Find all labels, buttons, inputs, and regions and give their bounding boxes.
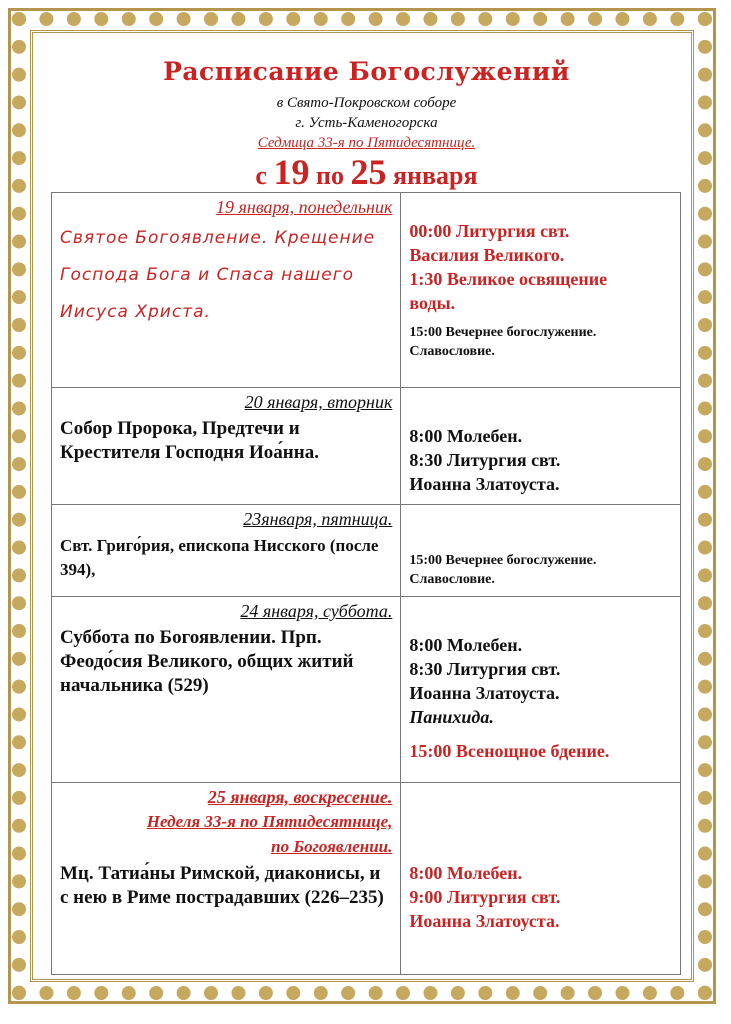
feast-name: Суббота по Богоявлении. Прп. Феодо́сия Великого, общих житий начальника (529) xyxy=(60,627,354,696)
city-name: г. Усть-Каменогорска xyxy=(295,115,438,131)
day-date: 24 января, суббота. xyxy=(240,601,393,621)
services-cell xyxy=(401,388,681,505)
day-cell xyxy=(52,597,401,783)
service-line: Иоанна Златоуста. xyxy=(409,911,560,931)
services-cell xyxy=(401,505,681,597)
service-line: Славословие. xyxy=(409,344,495,359)
service-line: Василия Великого. xyxy=(409,245,565,265)
service-line: 8:00 Молебен. xyxy=(409,426,523,446)
service-line: 15:00 Вечернее богослужение. xyxy=(409,553,597,568)
week-name: Седмица 33-я по Пятидесятнице. xyxy=(257,135,476,151)
day-subheading: Неделя 33-я по Пятидесятнице, xyxy=(146,812,393,831)
table-row xyxy=(52,388,681,505)
service-line: 8:00 Молебен. xyxy=(409,863,523,883)
service-line: 15:00 Вечернее богослужение. xyxy=(409,325,597,340)
table-row xyxy=(52,597,681,783)
date-prefix: с xyxy=(255,161,267,190)
day-cell xyxy=(52,193,401,388)
date-range xyxy=(45,151,688,193)
day-cell xyxy=(52,505,401,597)
feast-name: Свт. Григо́рия, епископа Нисского (после 394), xyxy=(60,536,379,579)
table-row xyxy=(52,193,681,388)
day-subheading: по Богоявлении. xyxy=(271,837,393,856)
feast-name: Собор Пророка, Предтечи и Крестителя Господня Иоа́нна. xyxy=(60,418,319,463)
table-row xyxy=(52,505,681,597)
services-cell xyxy=(401,783,681,975)
date-from: 19 xyxy=(273,152,310,192)
services-cell xyxy=(401,193,681,388)
service-line: Панихида. xyxy=(409,707,494,727)
day-date: 25 января, воскресение. xyxy=(207,787,393,807)
date-to: 25 xyxy=(350,152,387,192)
day-date: 20 января, вторник xyxy=(244,392,393,412)
service-line: 00:00 Литургия свт. xyxy=(409,221,570,241)
schedule-table xyxy=(51,192,681,975)
day-date: 19 января, понедельник xyxy=(216,197,393,217)
service-line: Иоанна Златоуста. xyxy=(409,683,560,703)
service-line: 8:00 Молебен. xyxy=(409,635,523,655)
service-line: Славословие. xyxy=(409,572,495,587)
date-suffix: января xyxy=(392,161,478,190)
date-mid: по xyxy=(315,161,344,190)
day-cell xyxy=(52,783,401,975)
services-cell xyxy=(401,597,681,783)
service-line: 15:00 Всенощное бдение. xyxy=(409,741,610,761)
day-cell xyxy=(52,388,401,505)
service-line: 1:30 Великое освящение xyxy=(409,269,608,289)
service-line: 8:30 Литургия свт. xyxy=(409,659,561,679)
service-line: воды. xyxy=(409,293,456,313)
service-line: Иоанна Златоуста. xyxy=(409,474,560,494)
church-name: в Свято-Покровском соборе xyxy=(276,95,457,111)
table-row xyxy=(52,783,681,975)
day-date: 23января, пятница. xyxy=(243,509,393,529)
page-title: Расписание Богослужений xyxy=(163,57,570,86)
schedule-page xyxy=(45,45,688,975)
feast-name: Мц. Татиа́ны Римской, диаконисы, и с нею в Риме пострадавших (226–235) xyxy=(60,863,384,908)
feast-name: Святое Богоявление. Крещение Господа Бога и Спаса нашего Иисуса Христа. xyxy=(60,228,376,322)
service-line: 9:00 Литургия свт. xyxy=(409,887,561,907)
service-line: 8:30 Литургия свт. xyxy=(409,450,561,470)
